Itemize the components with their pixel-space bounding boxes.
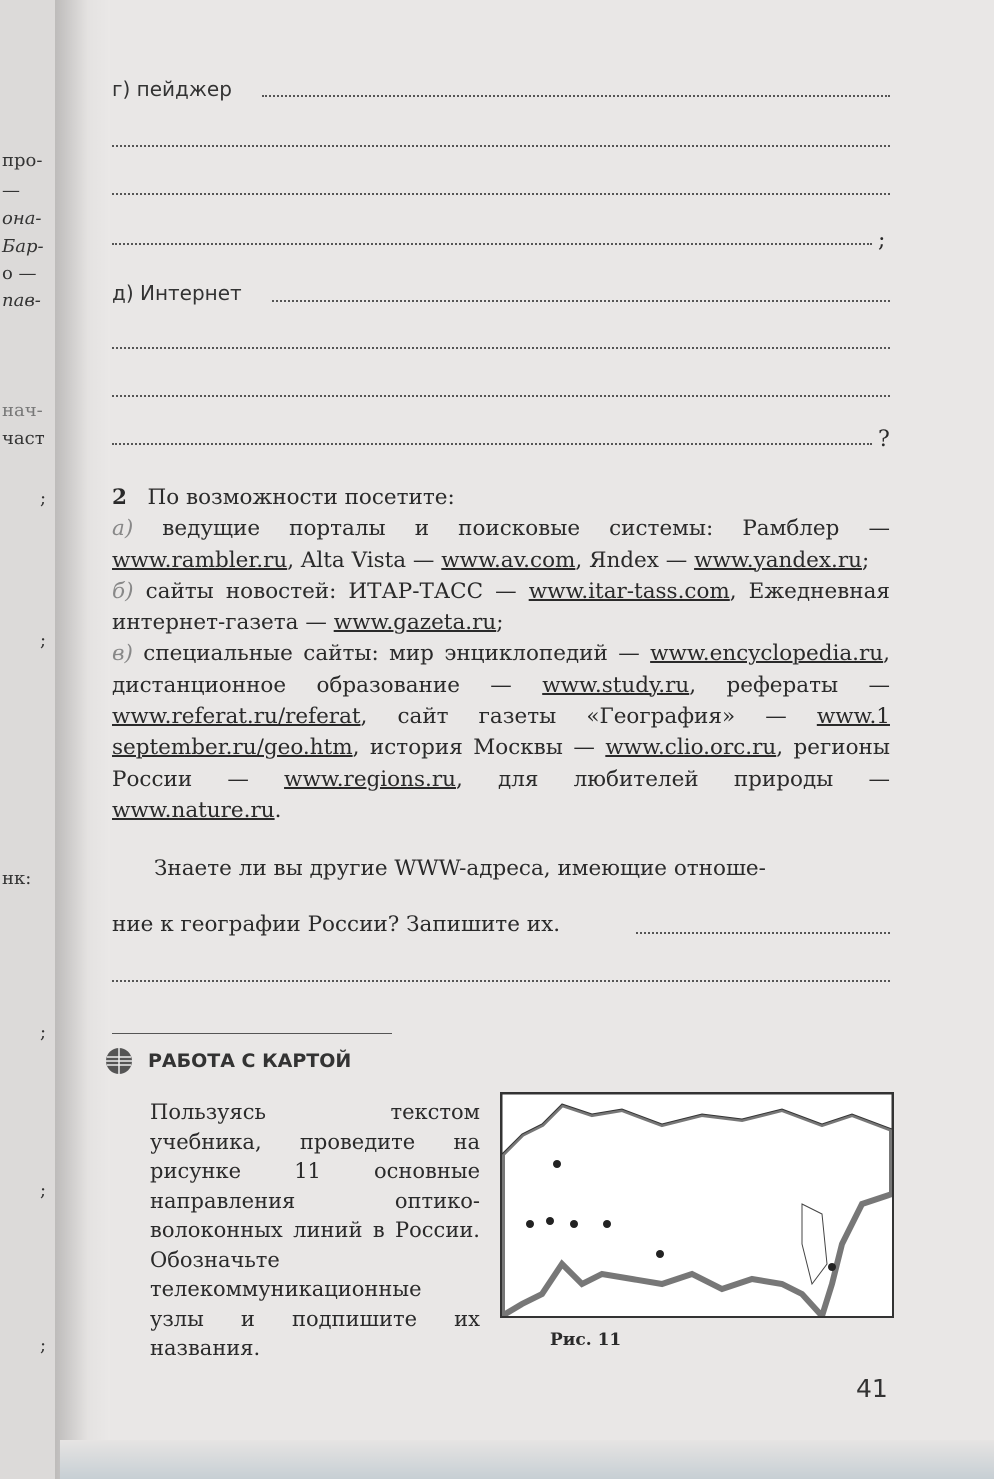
answer-line[interactable]	[636, 932, 890, 934]
text: специальные сайты: мир энциклопедий —	[143, 641, 640, 667]
globe-icon	[104, 1046, 134, 1076]
margin-text: ;	[40, 1335, 47, 1356]
answer-line[interactable]	[112, 243, 872, 245]
page-bottom-edge	[60, 1440, 994, 1479]
link[interactable]: www.1 september.ru/geo.htm	[112, 704, 890, 761]
question-mark: ?	[878, 427, 890, 452]
link[interactable]: www.study.ru	[542, 672, 690, 698]
item-marker: а)	[112, 516, 134, 542]
answer-line[interactable]	[112, 145, 890, 147]
text: ;	[496, 610, 504, 636]
label-internet: д) Интернет	[112, 281, 242, 305]
text: , Ежедневная интернет-газета —	[112, 578, 890, 636]
margin-text: о —	[2, 263, 37, 284]
task-2	[112, 482, 890, 826]
book-gutter	[55, 0, 110, 1479]
text: ведущие порталы и поисковые системы: Рамблер —	[162, 516, 890, 542]
answer-line[interactable]	[112, 193, 890, 195]
text: ;	[861, 547, 870, 573]
answer-line[interactable]	[262, 95, 890, 97]
link[interactable]: www.nature.ru	[112, 797, 275, 823]
link[interactable]: www.gazeta.ru	[333, 610, 497, 636]
figure-caption: Рис. 11	[550, 1330, 622, 1350]
link[interactable]: www.referat.ru/referat	[112, 704, 361, 730]
text: .	[274, 797, 282, 823]
margin-text: Бар-	[2, 236, 44, 257]
text: , регионы России —	[112, 735, 890, 792]
link[interactable]: www.av.com	[441, 547, 576, 573]
item-marker: в)	[112, 641, 133, 667]
margin-text: ;	[40, 630, 47, 651]
margin-text: ;	[40, 488, 47, 509]
task-number: 2	[112, 485, 127, 510]
link[interactable]: www.encyclopedia.ru	[650, 641, 884, 667]
page-number: 41	[856, 1374, 888, 1403]
answer-line[interactable]	[272, 300, 890, 302]
margin-text: про-	[2, 150, 43, 171]
text: сайты новостей: ИТАР-ТАСС —	[145, 578, 517, 604]
link[interactable]: www.yandex.ru	[694, 547, 862, 573]
margin-text: нк:	[2, 868, 32, 889]
russia-map[interactable]	[500, 1092, 894, 1318]
text: , дистанционное образование —	[112, 641, 890, 698]
text: , для любителей природы —	[455, 766, 890, 792]
section-heading: РАБОТА С КАРТОЙ	[148, 1050, 352, 1072]
margin-text: ;	[40, 1022, 47, 1043]
link[interactable]: www.clio.orc.ru	[605, 735, 777, 761]
text: , история Москвы —	[352, 735, 595, 761]
item-marker: б)	[112, 578, 134, 604]
answer-line[interactable]	[112, 347, 890, 349]
map-instructions: Пользуясь текстом учебника, проведите на рисунке 11 основные направления оптико-волоконных линий в России. Обозначьте телекоммуникационные узлы и подпишите их названия.	[150, 1100, 480, 1360]
question-line-1: Знаете ли вы другие WWW-адреса, имеющие отноше-	[154, 856, 766, 881]
margin-text: ;	[40, 1180, 47, 1201]
text: , рефераты —	[689, 672, 890, 698]
margin-text: част	[2, 428, 45, 449]
answer-line[interactable]	[112, 980, 890, 982]
link[interactable]: www.regions.ru	[284, 766, 456, 792]
link[interactable]: www.itar-tass.com	[528, 578, 730, 604]
text: , Alta Vista —	[287, 547, 435, 573]
answer-line[interactable]	[112, 395, 890, 397]
text: , сайт газеты «География» —	[360, 704, 787, 730]
margin-text: нач-	[2, 400, 43, 421]
task-intro: По возможности посетите:	[147, 485, 455, 510]
margin-text: она-	[2, 208, 42, 229]
margin-text: пав-	[2, 290, 41, 311]
label-pager: г) пейджер	[112, 77, 232, 101]
answer-line[interactable]	[112, 443, 872, 445]
link[interactable]: www.rambler.ru	[112, 547, 288, 573]
text: , Яndex —	[575, 547, 688, 573]
question-line-2: ние к географии России? Запишите их.	[112, 912, 561, 937]
margin-text: —	[2, 180, 20, 201]
section-divider	[112, 1033, 392, 1034]
semicolon: ;	[878, 228, 886, 253]
